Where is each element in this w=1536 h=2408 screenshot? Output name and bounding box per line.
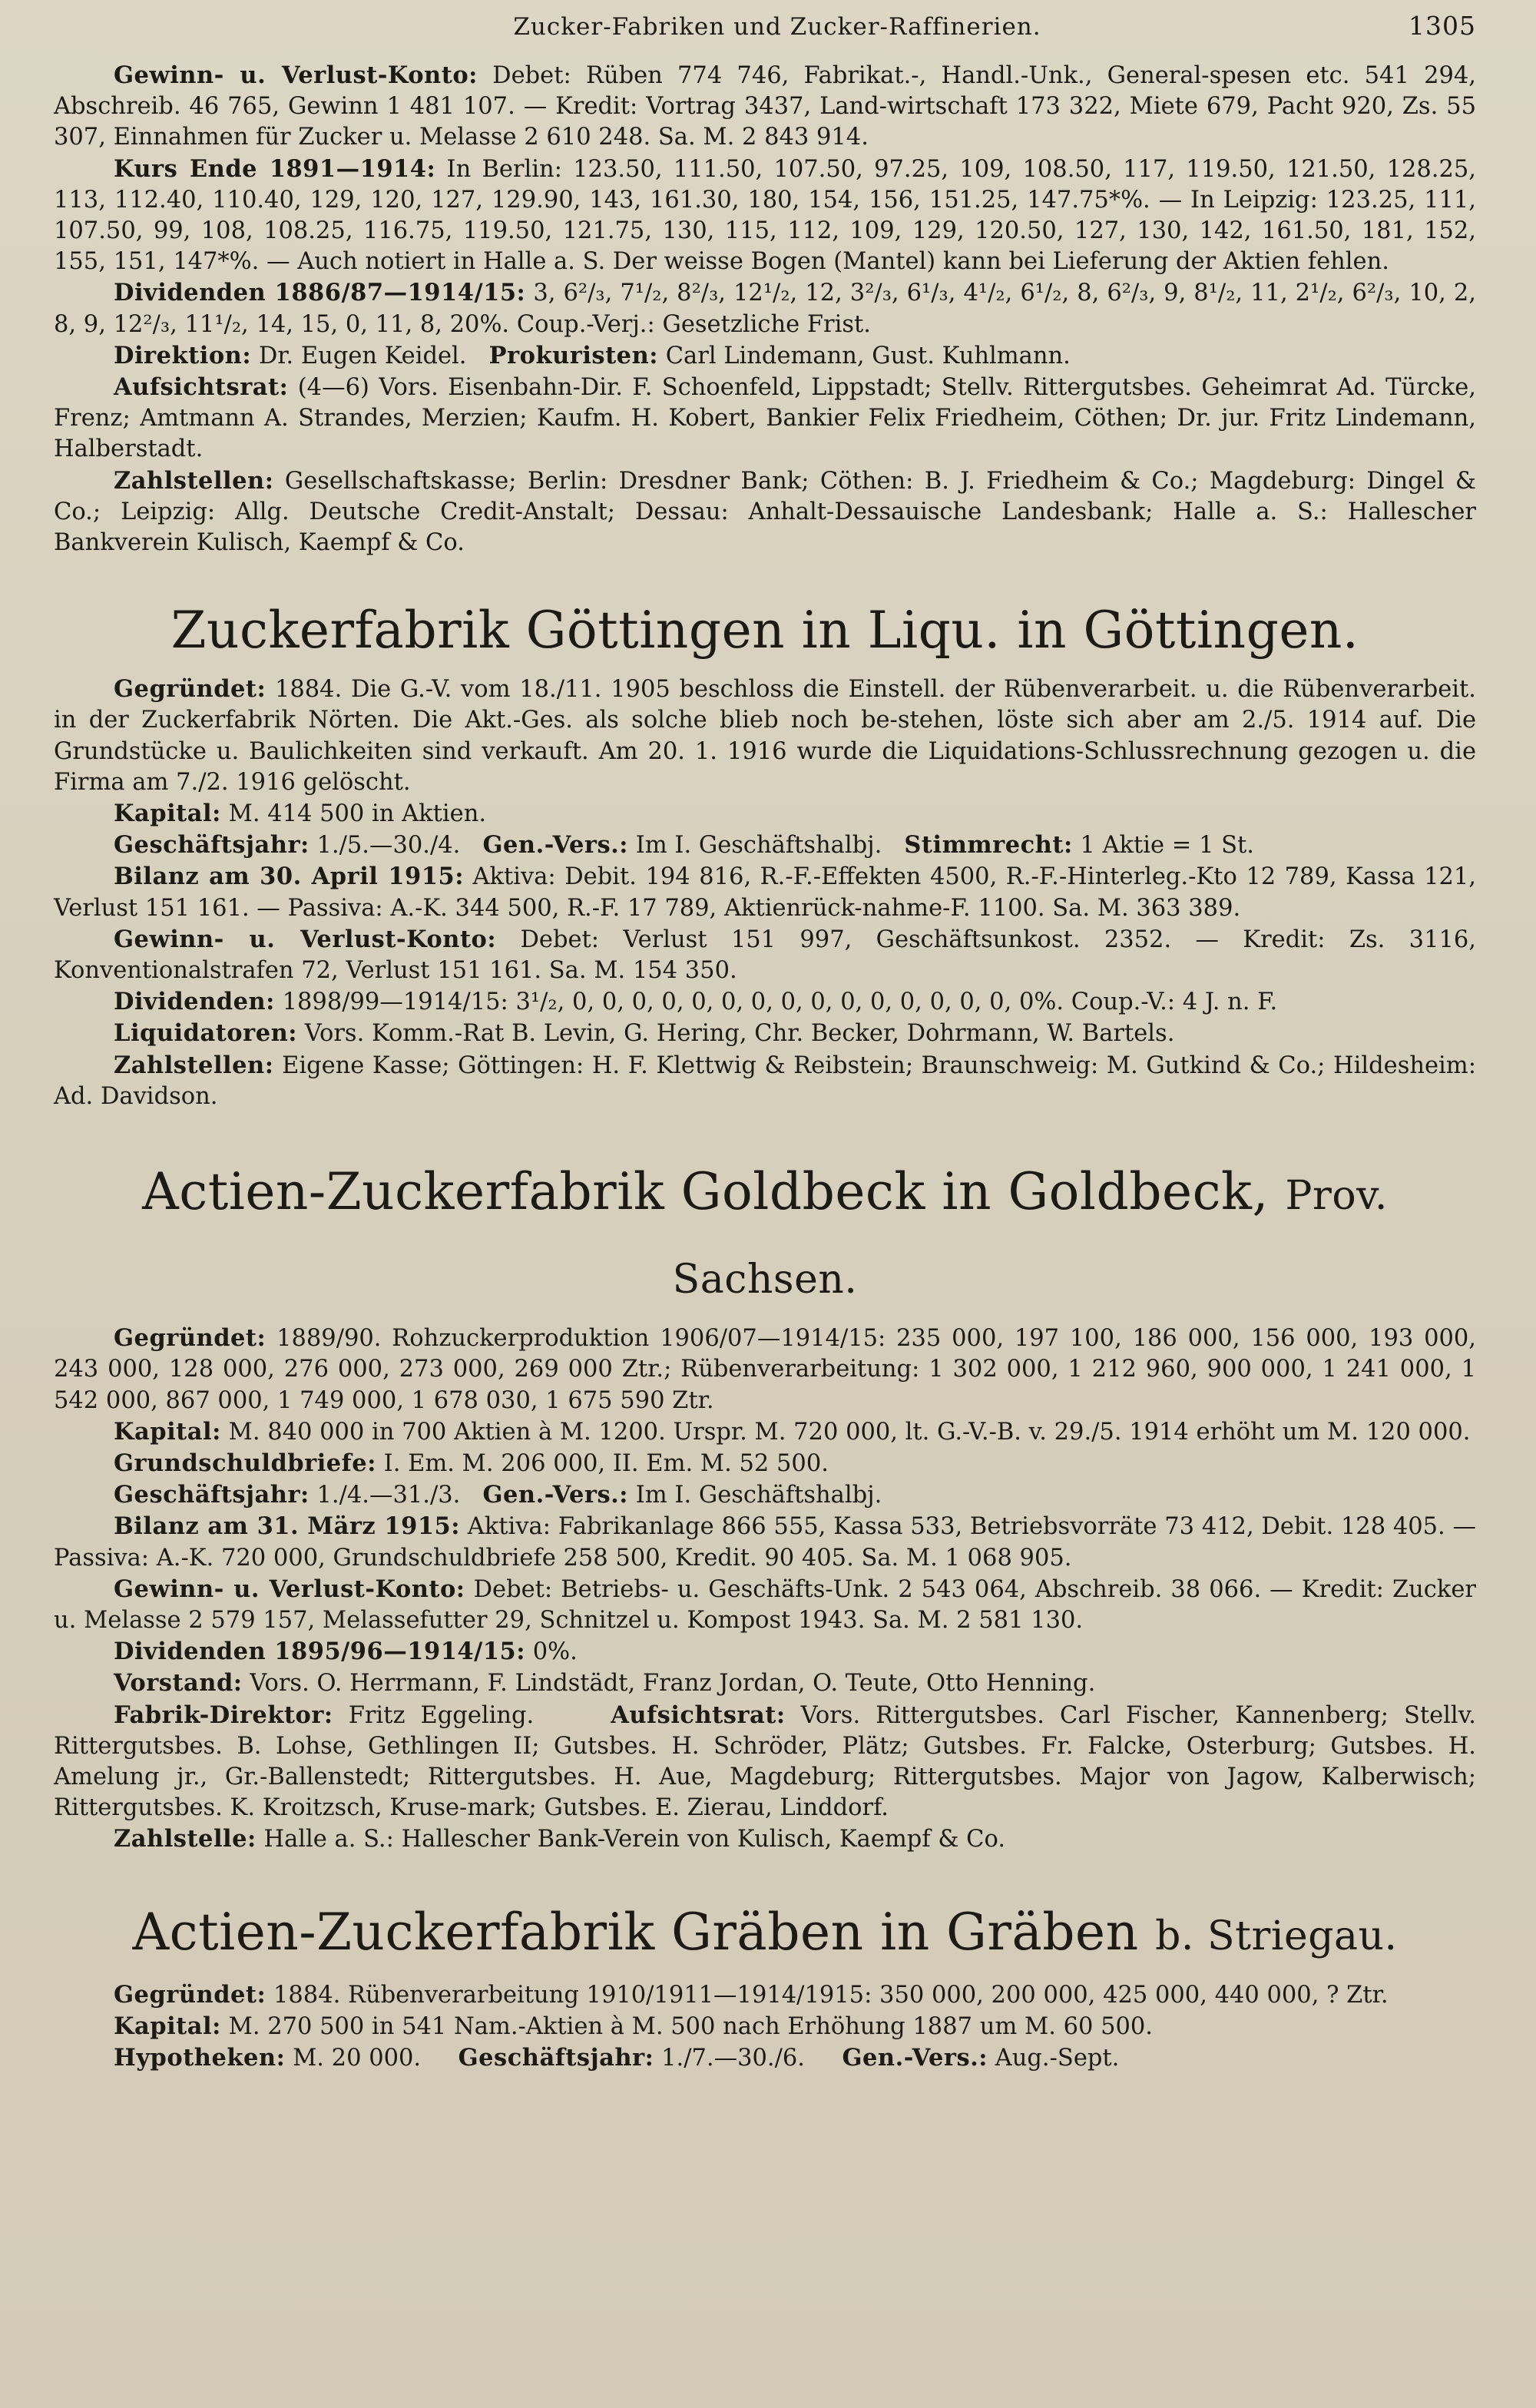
label: Aufsichtsrat: bbox=[114, 373, 289, 402]
text: 1898/99—1914/15: 3¹/₂, 0, 0, 0, 0, 0, 0, 0, 0, 0, 0, 0, 0, 0, 0, 0, 0%. Coup.-V.: 4 J. n. F. bbox=[282, 989, 1278, 1016]
text: Gesellschaftskasse; Berlin: Dresdner Bank; Cöthen: B. J. Friedheim & Co.; Magdeburg: Dingel & Co.; Leipzig: Allg. Deutsche Credit-Anstalt; Dessau: Anhalt-Dessauische Landesbank; Halle a. S.: Hallescher Bankverein Kulisch, Kaempf & Co. bbox=[54, 467, 1476, 557]
paragraph-dividends bbox=[54, 986, 1476, 1018]
text: 1 Aktie = 1 St. bbox=[1080, 832, 1254, 860]
paragraph-liquidators bbox=[54, 1018, 1476, 1049]
text: Eigene Kasse; Göttingen: H. F. Klettwig & Reibstein; Braunschweig: M. Gutkind & Co.; Hildesheim: Ad. Davidson. bbox=[54, 1052, 1476, 1110]
text: Vors. O. Herrmann, F. Lindstädt, Franz Jordan, O. Teute, Otto Henning. bbox=[250, 1670, 1096, 1698]
paragraph-director-supervisory bbox=[54, 1700, 1476, 1824]
label: Bilanz am 30. April 1915: bbox=[114, 863, 464, 891]
text: Debet: Rüben 774 746, Fabrikat.-, Handl.-Unk., General-spesen etc. 541 294, Abschreib. 46 765, Gewinn 1 481 107. — Kredit: Vortrag 3437, Land-wirtschaft 173 322, Miete 679, Pacht 920, Zs. 55 307, Einnahmen für Zucker u. Melasse 2 610 248. Sa. M. 2 843 914. bbox=[54, 62, 1476, 151]
paragraph-mortgages bbox=[54, 2042, 1476, 2074]
label: Gegründet: bbox=[114, 1324, 266, 1353]
label: Direktion: bbox=[114, 341, 252, 369]
text: 1889/90. Rohzuckerproduktion 1906/07—1914/15: 235 000, 197 100, 186 000, 156 000, 193 000, 243 000, 128 000, 276 000, 273 000, 269 000 Ztr.; Rübenverarbeitung: 1 302 000, 1 212 960, 900 000, 1 241 000, 1 542 000, 867 000, 1 749 000, 1 678 030, 1 675 590 Ztr. bbox=[54, 1325, 1476, 1414]
paragraph-founded bbox=[54, 1979, 1476, 2011]
text: Debet: Betriebs- u. Geschäfts-Unk. 2 543 064, Abschreib. 38 066. — Kredit: Zucker u. Melasse 2 579 157, Melassefutter 29, Schnitzel u. Kompost 1943. Sa. M. 2 581 130. bbox=[54, 1575, 1476, 1634]
label: Zahlstelle: bbox=[114, 1825, 257, 1853]
label: Gen.-Vers.: bbox=[482, 831, 629, 860]
paragraph-paying-agents bbox=[54, 1050, 1476, 1112]
entry-title bbox=[54, 1893, 1476, 1976]
label: Gewinn- u. Verlust-Konto: bbox=[114, 925, 497, 953]
label: Bilanz am 31. März 1915: bbox=[114, 1512, 461, 1541]
text: (4—6) Vors. Eisenbahn-Dir. F. Schoenfeld, Lippstadt; Stellv. Rittergutsbes. Geheimrat Ad. Türcke, Frenz; Amtmann A. Strandes, Merzien; Kaufm. H. Kobert, Bankier Felix Friedheim, Cöthen; Dr. jur. Fritz Lindemann, Halberstadt. bbox=[54, 374, 1476, 463]
text: 1./4.—31./3. bbox=[316, 1482, 461, 1509]
label: Kapital: bbox=[114, 800, 221, 828]
label: Kapital: bbox=[114, 1417, 221, 1446]
text: Fritz Eggeling. bbox=[348, 1701, 535, 1729]
label: Stimmrecht: bbox=[904, 831, 1073, 860]
label: Geschäftsjahr: bbox=[114, 831, 310, 860]
paragraph-dividends bbox=[54, 1636, 1476, 1668]
label: Gewinn- u. Verlust-Konto: bbox=[114, 61, 478, 89]
entry-title-sub: Prov. Sachsen. bbox=[672, 1173, 1388, 1303]
paragraph-board bbox=[54, 1668, 1476, 1699]
text: I. Em. M. 206 000, II. Em. M. 52 500. bbox=[383, 1449, 829, 1477]
entry-goettingen bbox=[54, 591, 1476, 1112]
label: Geschäftsjahr: bbox=[458, 2043, 654, 2072]
label: Grundschuldbriefe: bbox=[114, 1449, 376, 1477]
label: Gen.-Vers.: bbox=[842, 2043, 988, 2072]
text: M. 414 500 in Aktien. bbox=[228, 800, 487, 828]
text: In Berlin: 123.50, 111.50, 107.50, 97.25, 109, 108.50, 117, 119.50, 121.50, 128.25, 113, 112.40, 110.40, 129, 120, 127, 129.90, 143, 161.30, 180, 154, 156, 151.25, 147.75*%. — In Leipzig: 123.25, 111, 107.50, 99, 108, 108.25, 116.75, 119.50, 121.75, 130, 115, 112, 109, 129, 120.50, 127, 130, 142, 161.50, 181, 152, 155, 151, 147*%. — Auch notiert in Halle a. S. Der weisse Bogen (Mantel) kann bei Lieferung der Aktien fehlen. bbox=[54, 155, 1477, 276]
paragraph-supervisory-board bbox=[54, 372, 1476, 465]
label: Prokuristen: bbox=[488, 341, 659, 369]
paragraph-profit-loss bbox=[54, 60, 1476, 154]
running-header bbox=[54, 11, 1476, 60]
entry-title: Zuckerfabrik Göttingen in Liqu. in Göttingen. bbox=[170, 601, 1359, 661]
text: M. 840 000 in 700 Aktien à M. 1200. Urspr. M. 720 000, lt. G.-V.-B. v. 29./5. 1914 erhöht um M. 120 000. bbox=[228, 1418, 1471, 1446]
label: Kapital: bbox=[114, 2012, 221, 2040]
previous-entry-continuation bbox=[54, 60, 1476, 558]
label: Liquidatoren: bbox=[114, 1019, 298, 1048]
label: Geschäftsjahr: bbox=[114, 1481, 310, 1509]
paragraph-capital bbox=[54, 798, 1476, 830]
text: Carl Lindemann, Gust. Kuhlmann. bbox=[665, 342, 1071, 369]
entry-title bbox=[54, 1152, 1476, 1320]
entry-title-sub: b. Striegau. bbox=[1155, 1913, 1398, 1959]
label: Zahlstellen: bbox=[114, 466, 274, 495]
text: Dr. Eugen Keidel. bbox=[258, 342, 467, 369]
label: Dividenden 1895/96—1914/15: bbox=[114, 1638, 525, 1666]
page-number: 1305 bbox=[1409, 11, 1476, 41]
paragraph-dividends bbox=[54, 277, 1476, 340]
paragraph-balance-sheet bbox=[54, 861, 1476, 923]
paragraph-paying-agent bbox=[54, 1823, 1476, 1855]
paragraph-management bbox=[54, 340, 1476, 372]
text: 1884. Rübenverarbeitung 1910/1911—1914/1915: 350 000, 200 000, 425 000, 440 000, ? Ztr. bbox=[273, 1981, 1389, 2009]
running-title: Zucker-Fabriken und Zucker-Raffinerien. bbox=[513, 13, 1041, 41]
text: Aktiva: Fabrikanlage 866 555, Kassa 533, Betriebsvorräte 73 412, Debit. 128 405. — Passiva: A.-K. 720 000, Grundschuldbriefe 258 500, Kredit. 90 405. Sa. M. 1 068 905. bbox=[54, 1513, 1476, 1572]
paragraph-fiscal-year bbox=[54, 830, 1476, 861]
paragraph-founded bbox=[54, 674, 1476, 798]
paragraph-founded bbox=[54, 1323, 1476, 1416]
text: Im I. Geschäftshalbj. bbox=[635, 832, 882, 860]
paragraph-land-charge bbox=[54, 1448, 1476, 1479]
entry-title-main: Actien-Zuckerfabrik Goldbeck in Goldbeck, bbox=[142, 1162, 1270, 1222]
paragraph-share-prices bbox=[54, 154, 1476, 278]
text: Halle a. S.: Hallescher Bank-Verein von Kulisch, Kaempf & Co. bbox=[263, 1826, 1006, 1853]
label: Zahlstellen: bbox=[114, 1051, 274, 1079]
label: Dividenden 1886/87—1914/15: bbox=[114, 279, 526, 307]
label: Dividenden: bbox=[114, 988, 275, 1016]
label: Gegründet: bbox=[114, 675, 266, 704]
entry-title-main: Actien-Zuckerfabrik Gräben in Gräben bbox=[132, 1902, 1139, 1962]
text: 1./7.—30./6. bbox=[661, 2044, 805, 2072]
paragraph-capital bbox=[54, 1416, 1476, 1448]
paragraph-balance-sheet bbox=[54, 1511, 1476, 1573]
text: 0%. bbox=[532, 1638, 578, 1666]
paragraph-profit-loss bbox=[54, 1574, 1476, 1636]
paragraph-capital bbox=[54, 2011, 1476, 2042]
entry-graeben bbox=[54, 1893, 1476, 2075]
label: Hypotheken: bbox=[114, 2043, 286, 2072]
text: 3, 6²/₃, 7¹/₂, 8²/₃, 12¹/₂, 12, 3²/₃, 6¹/₃, 4¹/₂, 6¹/₂, 8, 6²/₃, 9, 8¹/₂, 11, 2¹/₂, 6²/₃, 10, 2, 8, 9, 12²/₃, 11¹/₂, 14, 15, 0, 11, 8, 20%. Coup.-Verj.: Gesetzliche Frist. bbox=[54, 280, 1476, 338]
text: Im I. Geschäftshalbj. bbox=[635, 1482, 882, 1509]
text: M. 20 000. bbox=[293, 2044, 422, 2072]
label: Fabrik-Direktor: bbox=[114, 1701, 333, 1729]
text: Vors. Komm.-Rat B. Levin, G. Hering, Chr. Becker, Dohrmann, W. Bartels. bbox=[304, 1020, 1175, 1048]
label: Gegründet: bbox=[114, 1980, 266, 2009]
label: Aufsichtsrat: bbox=[611, 1701, 786, 1729]
text: Vors. Rittergutsbes. Carl Fischer, Kannenberg; Stellv. Rittergutsbes. B. Lohse, Gethlingen II; Gutsbes. H. Schröder, Plätz; Gutsbes. Fr. Falcke, Osterburg; Gutsbes. H. Amelung jr., Gr.-Ballenstedt; Rittergutsbes. H. Aue, Magdeburg; Rittergutsbes. Major von Jagow, Kalberwisch; Rittergutsbes. K. Kroitzsch, Kruse-mark; Gutsbes. E. Zierau, Linddorf. bbox=[54, 1701, 1476, 1822]
text: M. 270 500 in 541 Nam.-Aktien à M. 500 nach Erhöhung 1887 um M. 60 500. bbox=[228, 2012, 1154, 2040]
text: Debet: Verlust 151 997, Geschäftsunkost. 2352. — Kredit: Zs. 3116, Konventionalstrafen 72, Verlust 151 161. Sa. M. 154 350. bbox=[54, 926, 1476, 985]
paragraph-profit-loss bbox=[54, 924, 1476, 986]
text: 1./5.—30./4. bbox=[316, 832, 461, 860]
paragraph-fiscal-year bbox=[54, 1479, 1476, 1511]
label: Kurs Ende 1891—1914: bbox=[114, 154, 436, 183]
text: Aug.-Sept. bbox=[995, 2044, 1120, 2072]
text: 1884. Die G.-V. vom 18./11. 1905 beschloss die Einstell. der Rübenverarbeit. u. die Rübenverarbeit. in der Zuckerfabrik Nörten. Die Akt.-Ges. als solche blieb noch be-stehen, löste sich aber am 2./5. 1914 auf. Die Grundstücke u. Baulichkeiten sind verkauft. Am 20. 1. 1916 wurde die Liquidations-Schlussrechnung gezogen u. die Firma am 7./2. 1916 gelöscht. bbox=[54, 676, 1476, 796]
text: Aktiva: Debit. 194 816, R.-F.-Effekten 4500, R.-F.-Hinterleg.-Kto 12 789, Kassa 121, Verlust 151 161. — Passiva: A.-K. 344 500, R.-F. 17 789, Aktienrück-nahme-F. 1100. Sa. M. 363 389. bbox=[54, 863, 1476, 922]
paragraph-paying-agents bbox=[54, 465, 1476, 559]
entry-goldbeck bbox=[54, 1152, 1476, 1855]
label: Vorstand: bbox=[114, 1669, 243, 1698]
label: Gewinn- u. Verlust-Konto: bbox=[114, 1575, 465, 1603]
label: Gen.-Vers.: bbox=[482, 1481, 629, 1509]
